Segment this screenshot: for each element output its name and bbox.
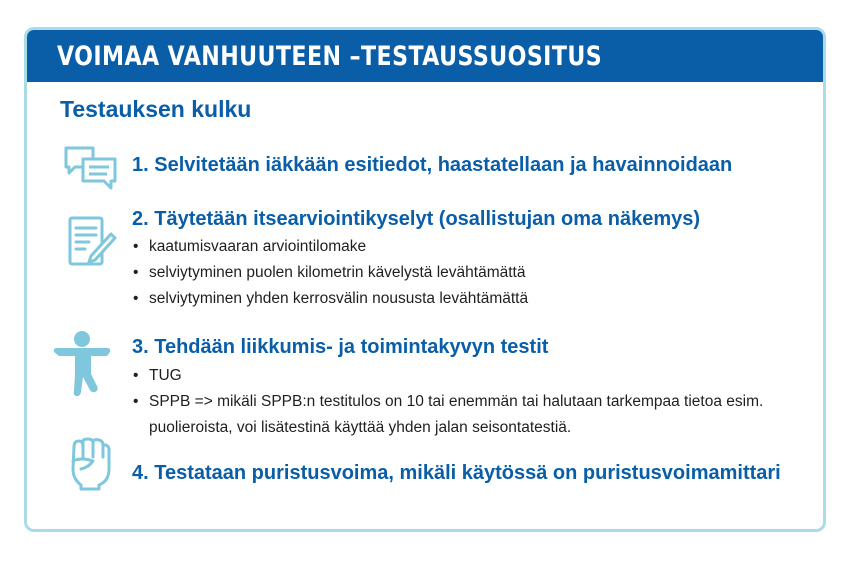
info-card xyxy=(24,27,826,532)
list-item xyxy=(129,363,769,389)
chat-bubbles-icon xyxy=(63,145,119,191)
banner-title: VOIMAA VANHUUTEEN –TESTAUSSUOSITUS xyxy=(57,40,603,72)
step-2-list xyxy=(129,234,528,312)
list-item-text: selviytyminen puolen kilometrin kävelystä levähtämättä xyxy=(149,264,526,281)
bullet: • xyxy=(133,264,139,281)
list-item xyxy=(129,286,528,312)
step-4-title: 4. Testataan puristusvoima, mikäli käytössä on puristusvoimamittari xyxy=(132,462,781,484)
bullet: • xyxy=(133,290,139,307)
list-item xyxy=(129,389,769,441)
bullet: • xyxy=(133,238,139,255)
list-item xyxy=(129,260,528,286)
bullet: • xyxy=(133,393,139,410)
list-item-text: kaatumisvaaran arviointilomake xyxy=(149,238,367,255)
step-2-title: 2. Täytetään itsearviointikyselyt (osallistujan oma näkemys) xyxy=(132,208,701,230)
step-3-title: 3. Tehdään liikkumis- ja toimintakyvyn testit xyxy=(132,336,549,358)
list-item-text: selviytyminen yhden kerrosvälin noususta levähtämättä xyxy=(149,290,529,307)
list-item xyxy=(129,234,528,260)
form-pencil-icon xyxy=(67,214,117,270)
balancing-person-icon xyxy=(51,330,113,400)
step-1-title: 1. Selvitetään iäkkään esitiedot, haastatellaan ja havainnoidaan xyxy=(132,154,733,176)
header-banner xyxy=(27,30,823,82)
step-3-list xyxy=(129,363,769,441)
bullet: • xyxy=(133,367,139,384)
fist-icon xyxy=(69,437,113,491)
list-item-text: SPPB => mikäli SPPB:n testitulos on 10 tai enemmän tai halutaan tarkempaa tietoa esim. puolieroista, voi lisätestinä käyttää yhden jalan seisontatestiä. xyxy=(149,393,764,436)
list-item-text: TUG xyxy=(149,367,182,384)
section-title: Testauksen kulku xyxy=(60,96,252,122)
